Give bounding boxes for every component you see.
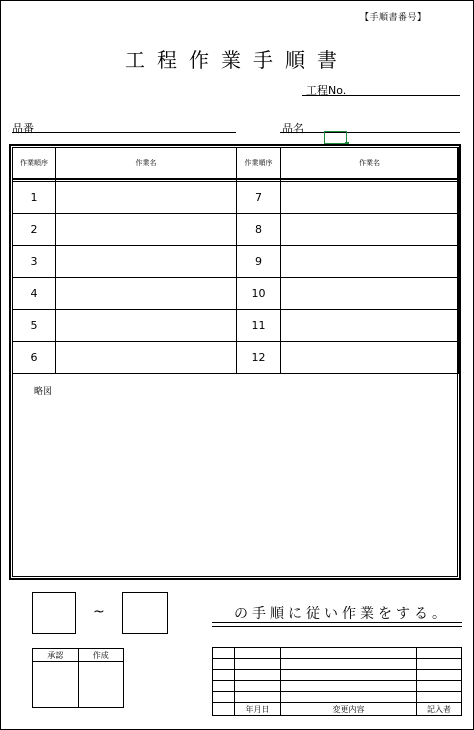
step-name-cell[interactable] xyxy=(56,342,237,374)
step-number: 10 xyxy=(237,278,281,310)
approve-label: 承認 xyxy=(33,649,79,662)
operations-table xyxy=(12,147,459,374)
step-name-cell[interactable] xyxy=(281,246,459,278)
part-number-field[interactable] xyxy=(12,132,236,133)
step-number: 11 xyxy=(237,310,281,342)
table-row xyxy=(13,246,459,278)
period-end-box[interactable] xyxy=(122,592,168,634)
step-name-cell[interactable] xyxy=(281,182,459,214)
step-number: 8 xyxy=(237,214,281,246)
table-row xyxy=(13,214,459,246)
selected-cell[interactable] xyxy=(324,131,347,144)
revision-table xyxy=(212,647,462,716)
approve-stamp-cell[interactable] xyxy=(33,662,79,708)
table-row xyxy=(13,310,459,342)
page-title: 工程作業手順書 xyxy=(125,48,349,72)
slogan-text: の手順に従い作業をする。 xyxy=(234,606,450,622)
col-name-right: 作業名 xyxy=(281,148,459,180)
table-row xyxy=(213,670,462,681)
step-name-cell[interactable] xyxy=(56,214,237,246)
create-label: 作成 xyxy=(78,649,124,662)
rev-writer-label: 記入者 xyxy=(417,703,462,716)
table-row xyxy=(13,342,459,374)
table-row xyxy=(213,692,462,703)
slogan-underline xyxy=(212,622,462,623)
doc-number: 【手順書番号】 xyxy=(360,13,427,23)
rev-content-label: 変更内容 xyxy=(281,703,417,716)
step-name-cell[interactable] xyxy=(56,278,237,310)
step-name-cell[interactable] xyxy=(281,310,459,342)
create-stamp-cell[interactable] xyxy=(78,662,124,708)
process-number-label: 工程No. xyxy=(306,84,347,97)
part-name-label: 品名 xyxy=(282,122,304,135)
step-number: 12 xyxy=(237,342,281,374)
table-row xyxy=(213,681,462,692)
revision-header-row xyxy=(213,703,462,716)
step-number: 5 xyxy=(13,310,56,342)
step-number: 2 xyxy=(13,214,56,246)
rev-date-label: 年月日 xyxy=(235,703,281,716)
step-number: 3 xyxy=(13,246,56,278)
step-number: 7 xyxy=(237,182,281,214)
step-name-cell[interactable] xyxy=(281,214,459,246)
step-name-cell[interactable] xyxy=(56,246,237,278)
table-row xyxy=(13,182,459,214)
col-name-left: 作業名 xyxy=(56,148,237,180)
part-number-label: 品番 xyxy=(12,122,34,135)
slogan-underline-2 xyxy=(212,626,462,627)
step-number: 1 xyxy=(13,182,56,214)
step-number: 4 xyxy=(13,278,56,310)
process-number-field[interactable] xyxy=(302,95,460,96)
table-row xyxy=(213,648,462,659)
operations-header-row xyxy=(13,148,459,180)
sketch-label: 略図 xyxy=(34,387,53,397)
step-name-cell[interactable] xyxy=(281,278,459,310)
table-row xyxy=(13,278,459,310)
col-order-left: 作業順序 xyxy=(13,148,56,180)
col-order-right: 作業順序 xyxy=(237,148,281,180)
period-tilde: ~ xyxy=(93,604,105,620)
step-number: 6 xyxy=(13,342,56,374)
step-name-cell[interactable] xyxy=(56,182,237,214)
approval-table xyxy=(32,648,124,708)
table-row xyxy=(213,659,462,670)
step-name-cell[interactable] xyxy=(56,310,237,342)
period-start-box[interactable] xyxy=(32,592,76,634)
step-name-cell[interactable] xyxy=(281,342,459,374)
part-name-field[interactable] xyxy=(280,132,460,133)
step-number: 9 xyxy=(237,246,281,278)
